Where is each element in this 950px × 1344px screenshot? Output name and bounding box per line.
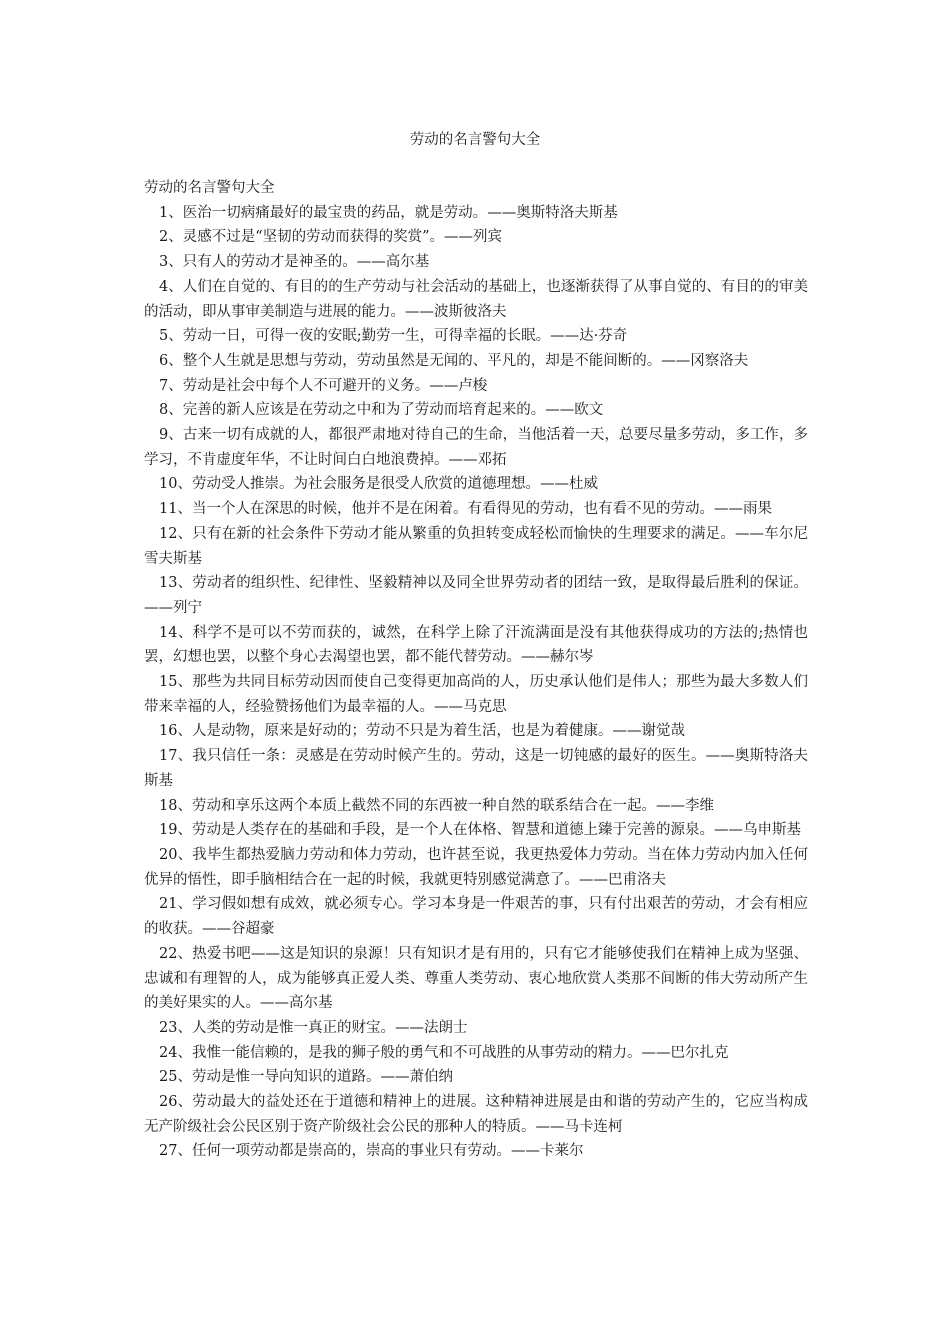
quote-item-5: 5、劳动一日，可得一夜的安眠;勤劳一生，可得幸福的长眠。——达·芬奇	[159, 328, 628, 345]
quote-item-14: 14、科学不是可以不劳而获的，诚然，在科学上除了汗流满面是没有其他获得成功的方法的;热情也罢，幻想也罢，以整个身心去渴望也罢，都不能代替劳动。——赫尔岑	[144, 624, 808, 666]
quote-item-6: 6、整个人生就是思想与劳动，劳动虽然是无闻的、平凡的，却是不能间断的。——冈察洛夫	[159, 352, 749, 369]
quote-item-4: 4、人们在自觉的、有目的的生产劳动与社会活动的基础上，也逐渐获得了从事自觉的、有目的的审美的活动，即从事审美制造与进展的能力。——波斯彼洛夫	[144, 278, 808, 320]
quote-item-19: 19、劳动是人类存在的基础和手段，是一个人在体格、智慧和道德上臻于完善的源泉。——乌申斯基	[159, 822, 801, 839]
document-body	[144, 176, 808, 1164]
quote-item-17: 17、我只信任一条：灵感是在劳动时候产生的。劳动，这是一切钝感的最好的医生。——奥斯特洛夫斯基	[144, 748, 808, 789]
quote-item-22: 22、热爱书吧——这是知识的泉源！只有知识才是有用的，只有它才能够使我们在精神上成为坚强、忠诚和有理智的人，成为能够真正爱人类、尊重人类劳动、衷心地欣赏人类那不间断的伟大劳动所产生的美好果实的人。——高尔基	[144, 945, 808, 1012]
quote-item-20: 20、我毕生都热爱脑力劳动和体力劳动，也许甚至说，我更热爱体力劳动。当在体力劳动内加入任何优异的悟性，即手脑相结合在一起的时候，我就更特别感觉满意了。——巴甫洛夫	[144, 846, 808, 888]
quote-item-10: 10、劳动受人推崇。为社会服务是很受人欣赏的道德理想。——杜威	[159, 476, 598, 493]
quote-item-9: 9、古来一切有成就的人，都很严肃地对待自己的生命，当他活着一天，总要尽量多劳动，多工作，多学习，不肯虚度年华，不让时间白白地浪费掉。——邓拓	[144, 427, 808, 468]
quote-item-16: 16、人是动物，原来是好动的；劳动不只是为着生活，也是为着健康。——谢觉哉	[159, 723, 685, 740]
quote-item-12: 12、只有在新的社会条件下劳动才能从繁重的负担转变成轻松而愉快的生理要求的满足。——车尔尼雪夫斯基	[144, 525, 808, 567]
quote-item-3: 3、只有人的劳动才是神圣的。——高尔基	[159, 254, 430, 271]
section-heading: 劳动的名言警句大全	[144, 180, 275, 196]
quote-item-26: 26、劳动最大的益处还在于道德和精神上的进展。这种精神进展是由和谐的劳动产生的，它应当构成无产阶级社会公民区别于资产阶级社会公民的那种人的特质。——马卡连柯	[144, 1094, 808, 1135]
quote-item-8: 8、完善的新人应该是在劳动之中和为了劳动而培育起来的。——欧文	[159, 402, 604, 419]
quote-item-2: 2、灵感不过是“坚韧的劳动而获得的奖赏”。——列宾	[159, 229, 503, 246]
quote-item-13: 13、劳动者的组织性、纪律性、坚毅精神以及同全世界劳动者的团结一致，是取得最后胜利的保证。——列宁	[144, 575, 808, 616]
quote-item-11: 11、当一个人在深思的时候，他并不是在闲着。有看得见的劳动，也有看不见的劳动。——雨果	[159, 501, 772, 518]
quote-item-7: 7、劳动是社会中每个人不可避开的义务。——卢梭	[159, 377, 488, 394]
quote-item-1: 1、医治一切病痛最好的最宝贵的药品，就是劳动。——奥斯特洛夫斯基	[159, 204, 618, 221]
quote-item-25: 25、劳动是惟一导向知识的道路。——萧伯纳	[159, 1069, 453, 1086]
quote-item-24: 24、我惟一能信赖的，是我的狮子般的勇气和不可战胜的从事劳动的精力。——巴尔扎克	[159, 1044, 729, 1061]
document-title: 劳动的名言警句大全	[409, 132, 541, 148]
quote-item-21: 21、学习假如想有成效，就必须专心。学习本身是一件艰苦的事，只有付出艰苦的劳动，才会有相应的收获。——谷超豪	[144, 896, 808, 938]
quote-item-27: 27、任何一项劳动都是崇高的，崇高的事业只有劳动。——卡莱尔	[159, 1143, 584, 1160]
quote-item-18: 18、劳动和享乐这两个本质上截然不同的东西被一种自然的联系结合在一起。——李维	[159, 797, 714, 814]
quote-item-23: 23、人类的劳动是惟一真正的财宝。——法朗士	[159, 1019, 468, 1036]
quote-item-15: 15、那些为共同目标劳动因而使自己变得更加高尚的人，历史承认他们是伟人；那些为最大多数人们带来幸福的人，经验赞扬他们为最幸福的人。——马克思	[144, 674, 808, 715]
